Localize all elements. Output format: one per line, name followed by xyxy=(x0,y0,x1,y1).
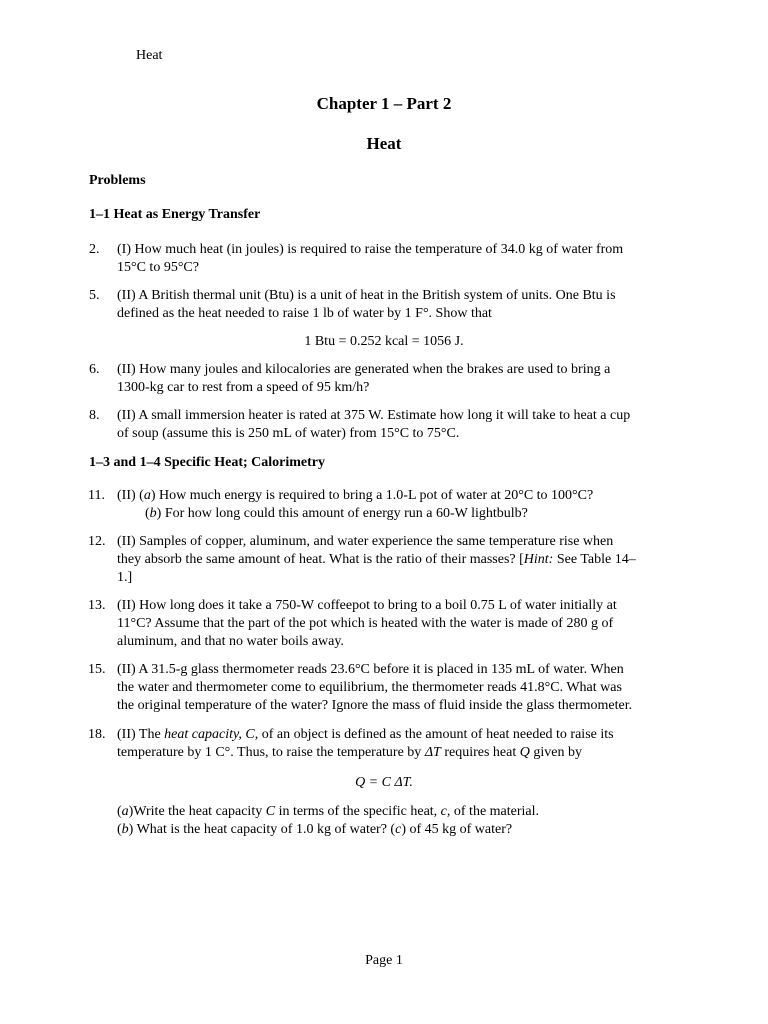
problem-number: 13. xyxy=(88,598,106,613)
problem-text: (II) Samples of copper, aluminum, and water experience the same temperature rise when they absorb the same amount of heat. What is the ratio of their masses? [Hint: See Table 14– 1.] xyxy=(117,534,636,585)
page-number: Page 1 xyxy=(365,953,403,968)
chapter-title: Chapter 1 – Part 2 xyxy=(316,94,452,113)
problem-text: (I) How much heat (in joules) is required to raise the temperature of 34.0 kg of water from 15°C to 95°C? xyxy=(117,242,624,275)
problem-number: 11. xyxy=(88,488,105,503)
problem-number: 5. xyxy=(89,288,100,303)
problem-number: 8. xyxy=(89,408,100,423)
section-heading-heat-energy-transfer: 1–1 Heat as Energy Transfer xyxy=(89,207,261,222)
problem-text: (II) A 31.5-g glass thermometer reads 23.6°C before it is placed in 135 mL of water. When the water and thermometer come to equilibrium, the thermometer reads 41.8°C. What was the original temperature of the water? Ignore the mass of fluid inside the glass thermometer. xyxy=(117,662,633,713)
chapter-subject: Heat xyxy=(366,134,402,153)
problem-text: (II) (a) How much energy is required to bring a 1.0-L pot of water at 20°C to 100°C? (b) For how long could this amount of energy run a 60-W lightbulb? xyxy=(117,488,594,521)
problem-parts-text: (a)Write the heat capacity C in terms of the specific heat, c, of the material. (b) What is the heat capacity of 1.0 kg of water? (c) of 45 kg of water? xyxy=(117,804,540,837)
running-header: Heat xyxy=(136,48,163,63)
problem-number: 2. xyxy=(89,242,100,257)
problem-text: (II) How long does it take a 750-W coffeepot to bring to a boil 0.75 L of water initially at 11°C? Assume that the part of the pot which is heated with the water is made of 280 g of aluminum, and that no water boils away. xyxy=(117,598,617,649)
problem-text: (II) The heat capacity, C, of an object is defined as the amount of heat needed to raise its temperature by 1 C°. Thus, to raise the temperature by ΔT requires heat Q given by xyxy=(117,727,614,760)
problem-number: 6. xyxy=(89,362,100,377)
equation-btu: 1 Btu = 0.252 kcal = 1056 J. xyxy=(304,334,464,349)
problem-text: (II) How many joules and kilocalories are generated when the brakes are used to bring a 1300-kg car to rest from a speed of 95 km/h? xyxy=(117,362,611,395)
problem-text: (II) A small immersion heater is rated at 375 W. Estimate how long it will take to heat a cup of soup (assume this is 250 mL of water) from 15°C to 75°C. xyxy=(117,408,631,441)
problem-number: 12. xyxy=(88,534,106,549)
problem-number: 18. xyxy=(88,727,106,742)
problem-text: (II) A British thermal unit (Btu) is a unit of heat in the British system of units. One Btu is defined as the heat needed to raise 1 lb of water by 1 F°. Show that xyxy=(117,288,616,321)
section-heading-specific-heat: 1–3 and 1–4 Specific Heat; Calorimetry xyxy=(89,455,326,470)
problem-number: 15. xyxy=(88,662,106,677)
equation-heat-capacity: Q = C ΔT. xyxy=(355,775,413,790)
problems-heading: Problems xyxy=(89,173,146,188)
